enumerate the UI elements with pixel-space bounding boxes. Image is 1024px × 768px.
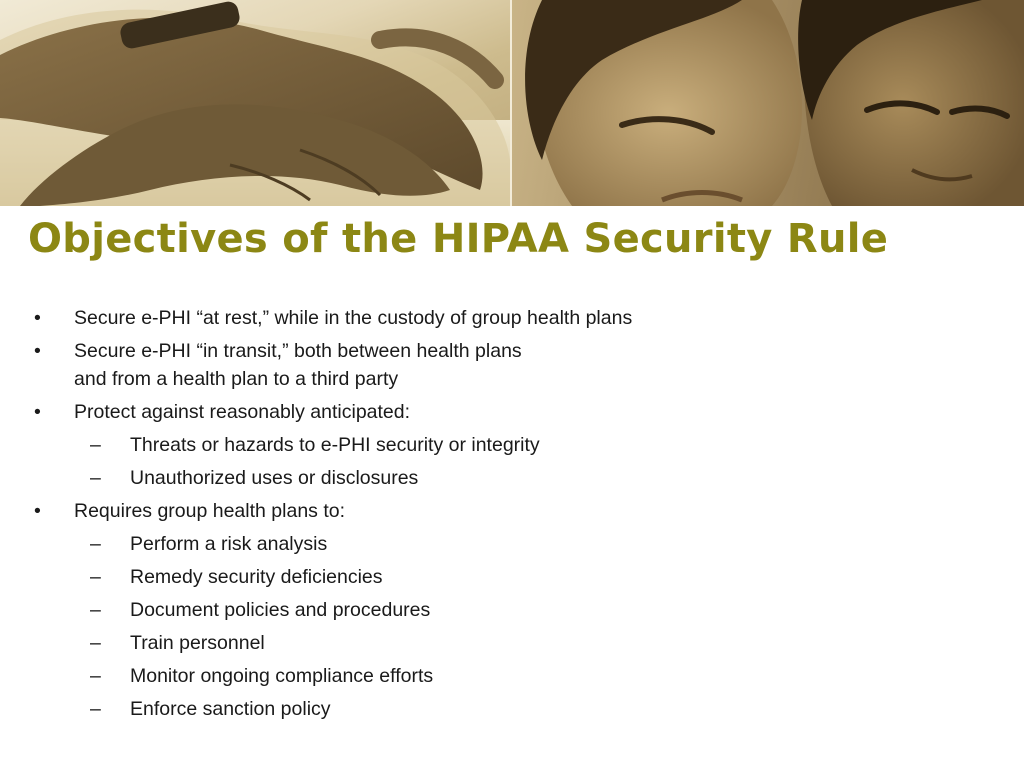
sub-bullet-item — [28, 629, 988, 657]
bullet-item — [28, 497, 988, 525]
bullet-item — [28, 398, 988, 426]
sub-bullet-text: Document policies and procedures — [130, 599, 431, 621]
bullet-marker: • — [34, 500, 41, 522]
bullet-text: Secure e-PHI “in transit,” both between health plans — [74, 340, 522, 362]
sub-bullet-marker: – — [90, 698, 101, 720]
sub-bullet-item — [28, 530, 988, 558]
bullet-item — [28, 304, 988, 332]
sub-bullet-text: Monitor ongoing compliance efforts — [130, 665, 434, 687]
bullet-marker: • — [34, 401, 41, 423]
sub-bullet-text: Perform a risk analysis — [130, 533, 328, 555]
sub-bullet-text: Train personnel — [130, 632, 265, 654]
faces-photo — [512, 0, 1024, 206]
sub-bullet-marker: – — [90, 665, 101, 687]
sub-bullet-item — [28, 662, 988, 690]
bullet-text: Secure e-PHI “at rest,” while in the custody of group health plans — [74, 307, 633, 329]
header-banner — [0, 0, 1024, 206]
sub-bullet-marker: – — [90, 599, 101, 621]
sub-bullet-marker: – — [90, 632, 101, 654]
sub-bullet-item — [28, 596, 988, 624]
sub-bullet-marker: – — [90, 533, 101, 555]
sub-bullet-marker: – — [90, 434, 101, 456]
bullet-marker: • — [34, 307, 41, 329]
sub-bullet-marker: – — [90, 566, 101, 588]
sub-bullet-item — [28, 431, 988, 459]
sub-bullet-item — [28, 695, 988, 723]
bullet-text: Protect against reasonably anticipated: — [74, 401, 411, 423]
sub-bullet-text: Remedy security deficiencies — [130, 566, 383, 588]
sub-bullet-marker: – — [90, 467, 101, 489]
sub-bullet-item — [28, 464, 988, 492]
bullet-text: Requires group health plans to: — [74, 500, 346, 522]
bullet-text-continued: and from a health plan to a third party — [74, 368, 399, 390]
bullet-marker: • — [34, 340, 41, 362]
sub-bullet-text: Threats or hazards to e-PHI security or integrity — [130, 434, 540, 456]
sub-bullet-text: Enforce sanction policy — [130, 698, 331, 720]
hands-typing-photo — [0, 0, 510, 206]
slide-title: Objectives of the HIPAA Security Rule — [28, 216, 889, 262]
bullet-list — [28, 304, 988, 728]
bullet-item — [28, 337, 988, 393]
sub-bullet-text: Unauthorized uses or disclosures — [130, 467, 419, 489]
sub-bullet-item — [28, 563, 988, 591]
